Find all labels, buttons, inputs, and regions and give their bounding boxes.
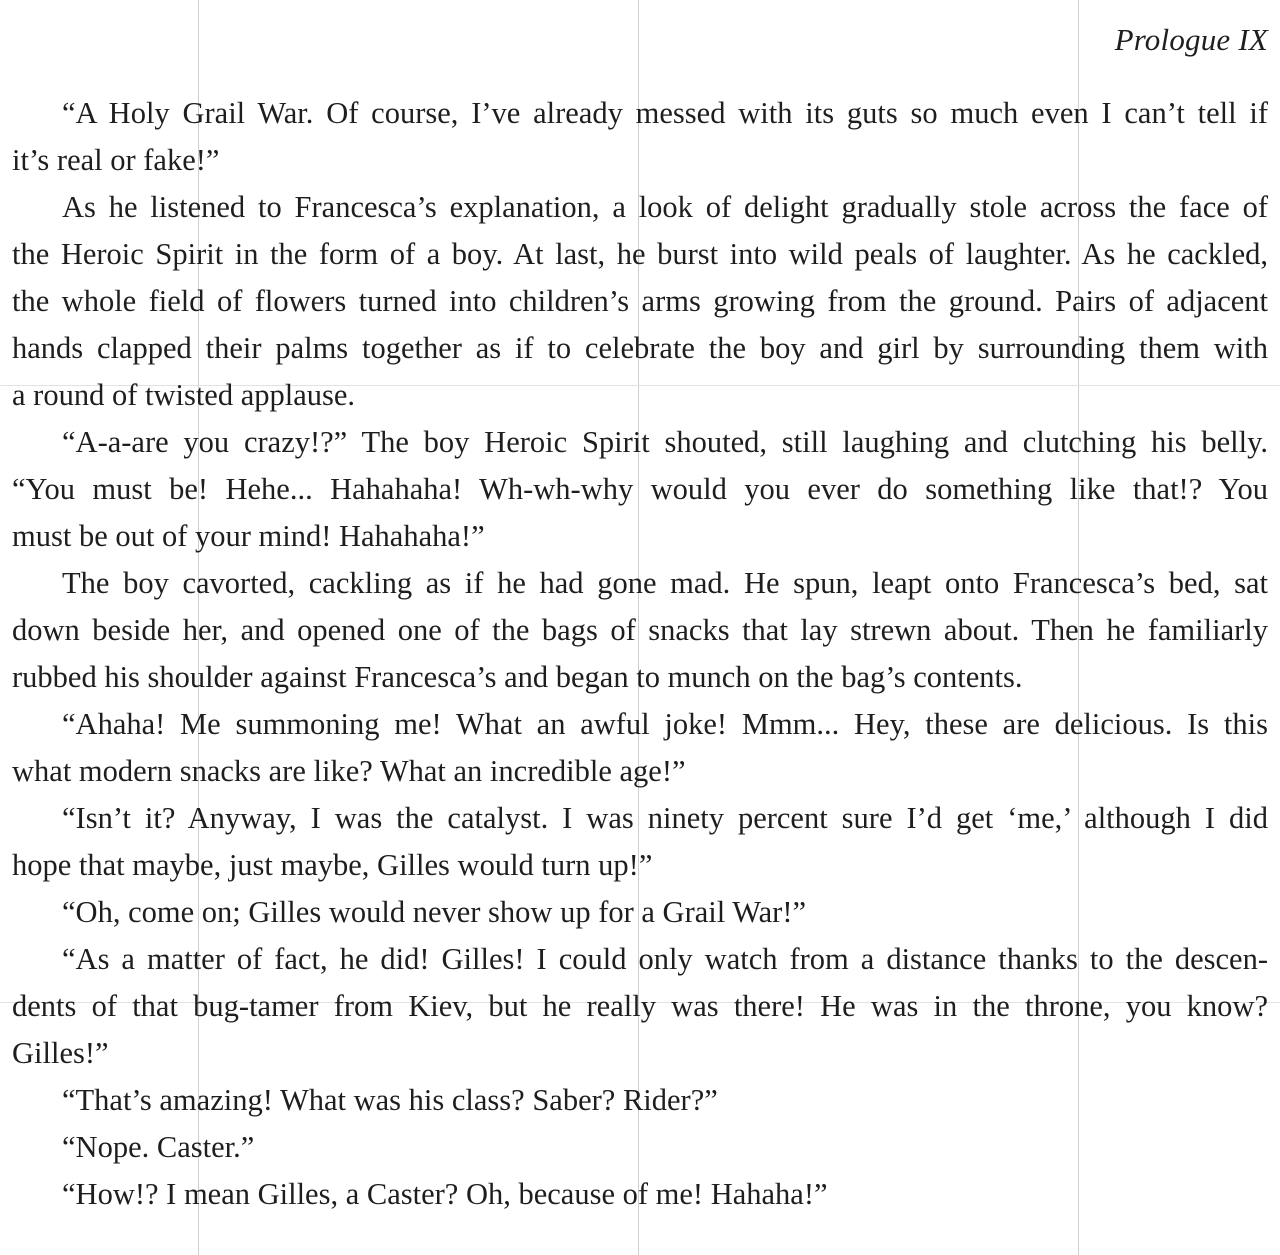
text-line: “That’s amazing! What was his class? Saber? Rider?” [62,1083,718,1117]
text-line: it’s real or fake!” [12,143,220,177]
text-line: hands clapped their palms together as if to celebrate the boy and girl by surrounding them with [12,331,1268,365]
text-line: dents of that bug-tamer from Kiev, but he really was there! He was in the throne, you know? [12,989,1268,1023]
text-line: “As a matter of fact, he did! Gilles! I could only watch from a distance thanks to the descen- [62,942,1268,976]
text-line: “Isn’t it? Anyway, I was the catalyst. I was ninety percent sure I’d get ‘me,’ although I did [62,801,1268,835]
text-line: As he listened to Francesca’s explanation, a look of delight gradually stole across the face of [62,190,1268,224]
page-body [12,90,1268,1218]
text-line: “Nope. Caster.” [62,1130,255,1164]
text-line: a round of twisted applause. [12,378,356,412]
text-line: the Heroic Spirit in the form of a boy. At last, he burst into wild peals of laughter. As he cackled, [12,237,1268,271]
running-header: Prologue IX [1114,22,1268,57]
text-line: must be out of your mind! Hahahaha!” [12,519,485,553]
text-line: hope that maybe, just maybe, Gilles would turn up!” [12,848,653,882]
text-line: what modern snacks are like? What an incredible age!” [12,754,686,788]
text-line: rubbed his shoulder against Francesca’s and began to munch on the bag’s contents. [12,660,1023,694]
text-line: Gilles!” [12,1036,109,1070]
text-line: “You must be! Hehe... Hahahaha! Wh-wh-why would you ever do something like that!? You [12,472,1268,506]
text-line: “A Holy Grail War. Of course, I’ve already messed with its guts so much even I can’t tell if [62,96,1268,130]
text-line: The boy cavorted, cackling as if he had gone mad. He spun, leapt onto Francesca’s bed, sat [62,566,1268,600]
text-line: down beside her, and opened one of the bags of snacks that lay strewn about. Then he familiarly [12,613,1268,647]
text-line: “Ahaha! Me summoning me! What an awful joke! Mmm... Hey, these are delicious. Is this [62,707,1268,741]
text-line: “Oh, come on; Gilles would never show up for a Grail War!” [62,895,807,929]
text-line: “How!? I mean Gilles, a Caster? Oh, because of me! Hahaha!” [62,1177,828,1211]
text-line: “A-a-are you crazy!?” The boy Heroic Spirit shouted, still laughing and clutching his belly. [62,425,1268,459]
text-line: the whole field of flowers turned into children’s arms growing from the ground. Pairs of adjacent [12,284,1268,318]
